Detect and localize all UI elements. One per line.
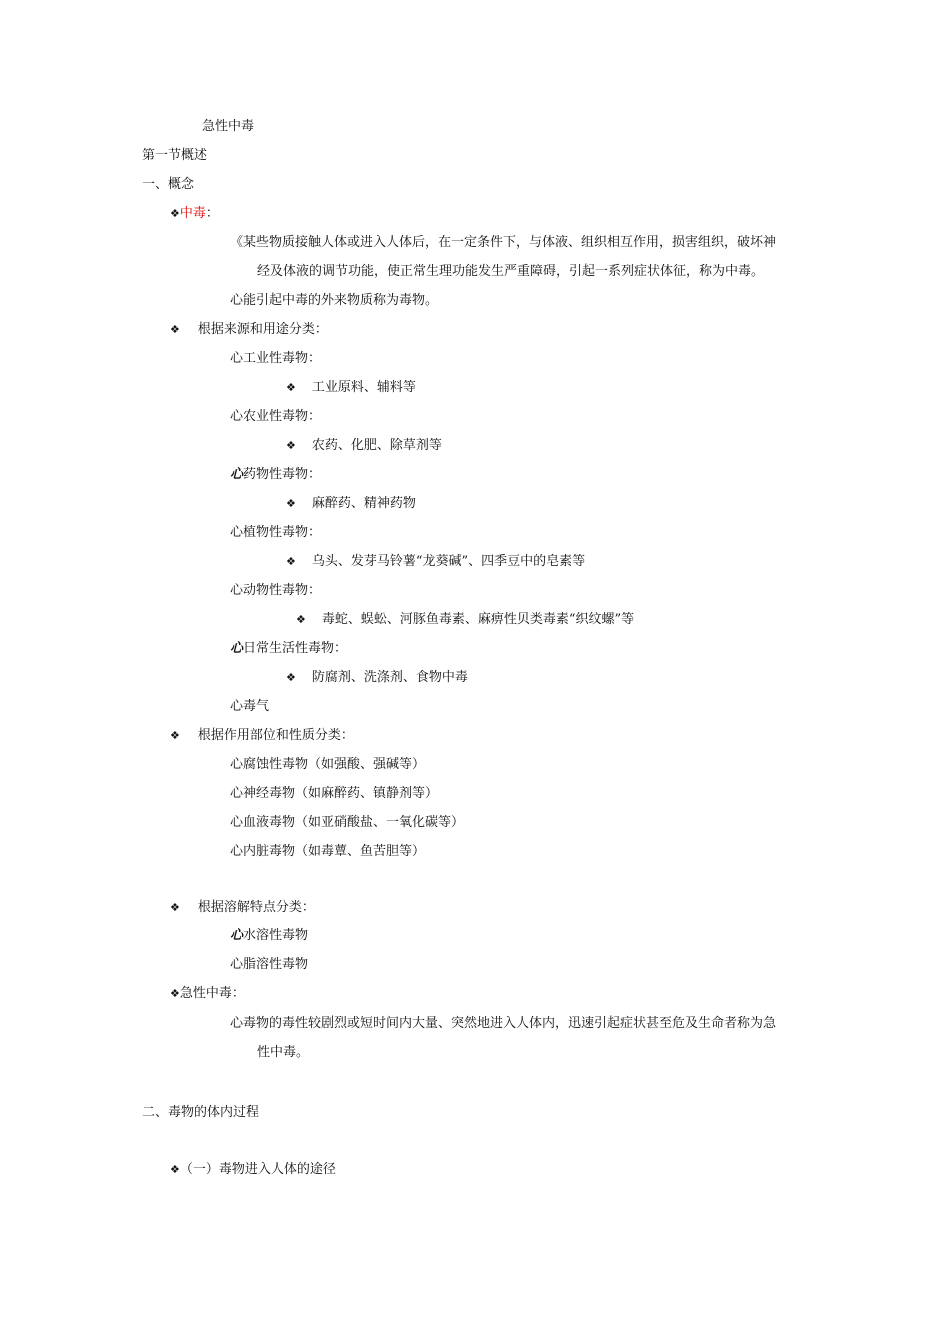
source-example: ❖ 防腐剂、洗涤剂、食物中毒 xyxy=(286,670,468,685)
solubility-category: 心水溶性毒物 xyxy=(230,928,309,943)
source-category: 心工业性毒物： xyxy=(230,351,322,366)
concept-heading: 一、概念 xyxy=(142,177,195,192)
diamond-bullet-icon: ❖ xyxy=(170,901,180,914)
site-category: 心神经毒物（如麻醉药、镇静剂等） xyxy=(230,786,439,801)
definition-line-2: 经及体液的调节功能，使正常生理功能发生严重障碍，引起一系列症状体征，称为中毒。 xyxy=(257,264,765,279)
page-title: 急性中毒 xyxy=(202,119,255,134)
poisoning-term xyxy=(170,205,219,223)
poisoning-label: 中毒 xyxy=(179,206,206,221)
colon: ： xyxy=(205,206,219,221)
diamond-bullet-icon: ❖ xyxy=(170,1163,180,1176)
source-example: ❖ 农药、化肥、除草剂等 xyxy=(286,438,442,453)
site-category: 心内脏毒物（如毒蕈、鱼苦胆等） xyxy=(230,844,426,859)
acute-poisoning-term: ❖急性中毒： xyxy=(170,986,245,1001)
diamond-bullet-icon: ❖ xyxy=(170,987,180,1000)
source-example: ❖ 乌头、发芽马铃薯“龙葵碱”、四季豆中的皂素等 xyxy=(286,554,586,569)
diamond-bullet-icon: ❖ xyxy=(286,439,296,452)
diamond-bullet-icon: ❖ xyxy=(170,729,180,742)
classification-by-source: ❖ 根据来源和用途分类： xyxy=(170,322,328,337)
acute-definition-line-1: 心毒物的毒性较剧烈或短时间内大量、突然地进入人体内，迅速引起症状甚至危及生命者称为急 xyxy=(230,1016,777,1031)
diamond-bullet-icon: ❖ xyxy=(286,381,296,394)
source-category: 心日常生活性毒物： xyxy=(230,641,348,656)
diamond-bullet-icon: ❖ xyxy=(286,671,296,684)
acute-definition-line-2: 性中毒。 xyxy=(257,1045,310,1060)
classification-by-site: ❖ 根据作用部位和性质分类： xyxy=(170,728,354,743)
source-category-gas: 心毒气 xyxy=(230,699,270,714)
section-heading: 第一节概述 xyxy=(142,148,208,163)
diamond-bullet-icon: ❖ xyxy=(286,555,296,568)
definition-line-1: 《某些物质接触人体或进入人体后，在一定条件下，与体液、组织相互作用，损害组织，破坏神 xyxy=(230,235,777,250)
diamond-bullet-icon: ❖ xyxy=(170,207,180,220)
section2-subheading: ❖（一）毒物进入人体的途径 xyxy=(170,1162,336,1177)
diamond-bullet-icon: ❖ xyxy=(296,613,306,626)
source-category: 心植物性毒物： xyxy=(230,525,322,540)
solubility-category: 心脂溶性毒物 xyxy=(230,957,309,972)
source-category: 心农业性毒物： xyxy=(230,409,322,424)
diamond-bullet-icon: ❖ xyxy=(170,323,180,336)
classification-by-solubility: ❖ 根据溶解特点分类： xyxy=(170,900,315,915)
poison-definition: 心能引起中毒的外来物质称为毒物。 xyxy=(230,293,439,308)
source-example: ❖ 麻醉药、精神药物 xyxy=(286,496,416,511)
site-category: 心腐蚀性毒物（如强酸、强碱等） xyxy=(230,757,426,772)
source-category: 心动物性毒物： xyxy=(230,583,322,598)
site-category: 心血液毒物（如亚硝酸盐、一氧化碳等） xyxy=(230,815,465,830)
source-category: 心药物性毒物： xyxy=(230,467,322,482)
diamond-bullet-icon: ❖ xyxy=(286,497,296,510)
source-example: ❖ 毒蛇、蜈蚣、河豚鱼毒素、麻痹性贝类毒素“织纹螺”等 xyxy=(296,612,635,627)
source-example: ❖ 工业原料、辅料等 xyxy=(286,380,416,395)
section2-heading: 二、毒物的体内过程 xyxy=(142,1105,260,1120)
